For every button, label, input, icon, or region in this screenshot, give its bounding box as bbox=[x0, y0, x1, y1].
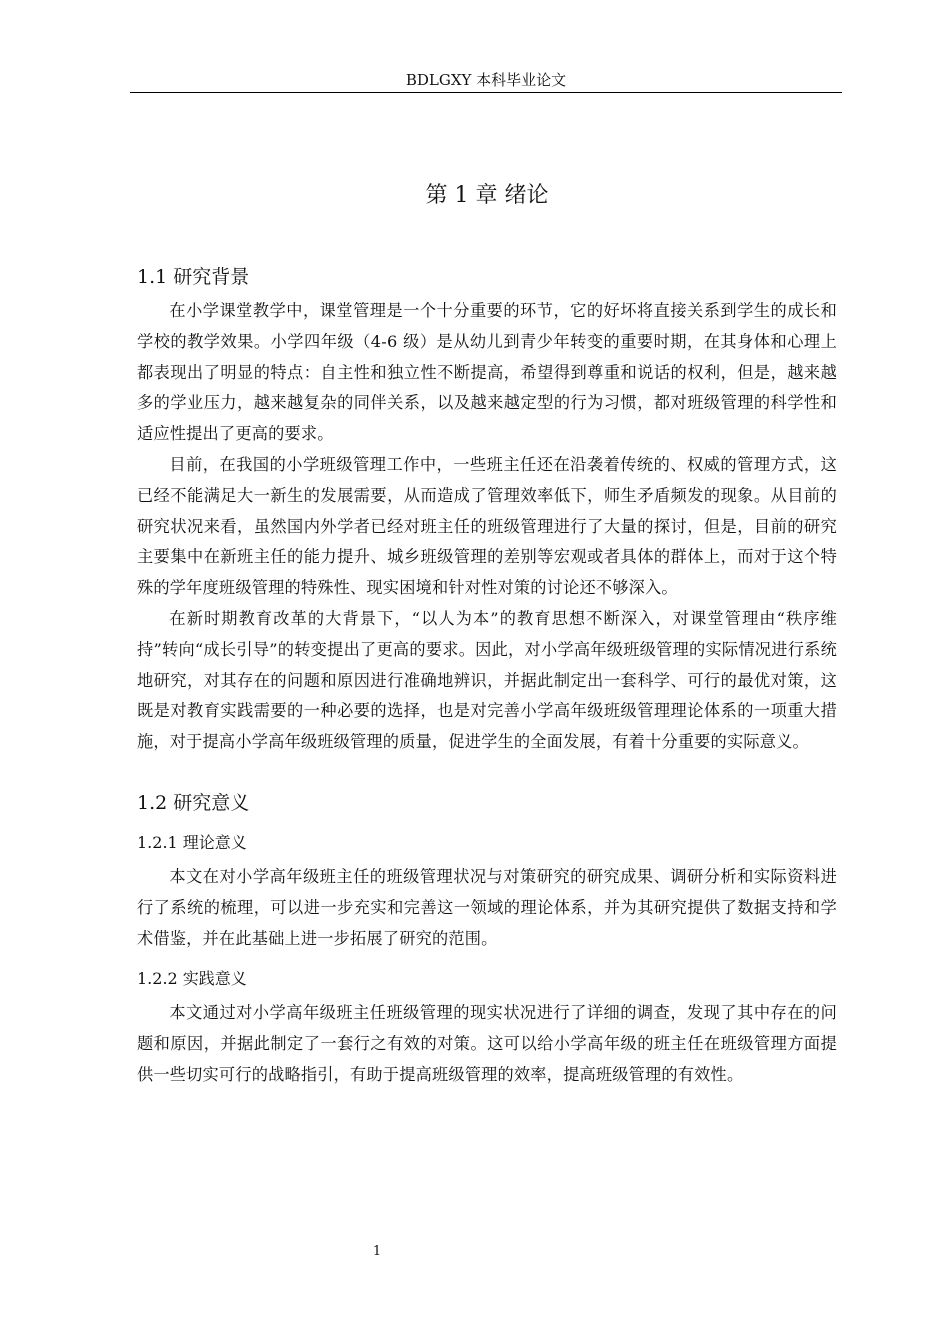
running-header: BDLGXY 本科毕业论文 bbox=[405, 71, 567, 89]
spacer bbox=[137, 216, 837, 262]
spacer bbox=[137, 954, 837, 966]
subsection-heading-1-2-1: 1.2.1 理论意义 bbox=[137, 832, 247, 852]
section-heading-1-1: 1.1 研究背景 bbox=[137, 266, 250, 288]
header-rule bbox=[130, 92, 842, 93]
paragraph-background-1: 在小学课堂教学中，课堂管理是一个十分重要的环节，它的好坏将直接关系到学生的成长和学校的教学效果。小学四年级（4-6 级）是从幼儿到青少年转变的重要时期，在其身体和心理上都表现出了明显的特点：自主性和独立性不断提高，希望得到尊重和说话的权利，但是，越来越多的学业压力，越来越复杂的同伴关系，以及越来越定型的行为习惯，都对班级管理的科学性和适应性提出了更高的要求。 bbox=[137, 301, 837, 444]
page-number: 1 bbox=[372, 1244, 382, 1259]
paragraph-theory: 本文在对小学高年级班主任的班级管理状况与对策研究的研究成果、调研分析和实际资料进行了系统的梳理，可以进一步充实和完善这一领域的理论体系，并为其研究提供了数据支持和学术借鉴，并在此基础上进一步拓展了研究的范围。 bbox=[137, 866, 837, 948]
paragraph-background-3: 在新时期教育改革的大背景下，“以人为本”的教育思想不断深入，对课堂管理由“秩序维持”转向“成长引导”的转变提出了更高的要求。因此，对小学高年级班级管理的实际情况进行系统地研究，对其存在的问题和原因进行准确地辨识，并据此制定出一套科学、可行的最优对策，这既是对教育实践需要的一种必要的选择，也是对完善小学高年级班级管理理论体系的一项重大措施，对于提高小学高年级班级管理的质量，促进学生的全面发展，有着十分重要的实际意义。 bbox=[137, 608, 837, 752]
page-number-footer bbox=[0, 1243, 950, 1261]
spacer bbox=[137, 758, 837, 788]
paragraph-background-2: 目前，在我国的小学班级管理工作中，一些班主任还在沿袭着传统的、权威的管理方式，这已经不能满足大一新生的发展需要，从而造成了管理效率低下，师生矛盾频发的现象。从目前的研究状况来看，虽然国内外学者已经对班主任的班级管理进行了大量的探讨，但是，目前的研究主要集中在新班主任的能力提升、城乡班级管理的差别等宏观或者具体的群体上，而对于这个特殊的学年度班级管理的特殊性、现实困境和针对性对策的讨论还不够深入。 bbox=[137, 454, 837, 598]
paragraph-practice: 本文通过对小学高年级班主任班级管理的现实状况进行了详细的调查，发现了其中存在的问题和原因，并据此制定了一套行之有效的对策。这可以给小学高年级的班主任在班级管理方面提供一些切实可行的战略指引，有助于提高班级管理的效率，提高班级管理的有效性。 bbox=[137, 1003, 837, 1084]
subsection-heading-1-2-2: 1.2.2 实践意义 bbox=[137, 969, 247, 989]
section-heading-1-2: 1.2 研究意义 bbox=[137, 791, 250, 814]
spacer bbox=[137, 818, 837, 830]
chapter-title: 第 1 章 绪论 bbox=[425, 183, 549, 208]
page-body bbox=[137, 176, 837, 1091]
